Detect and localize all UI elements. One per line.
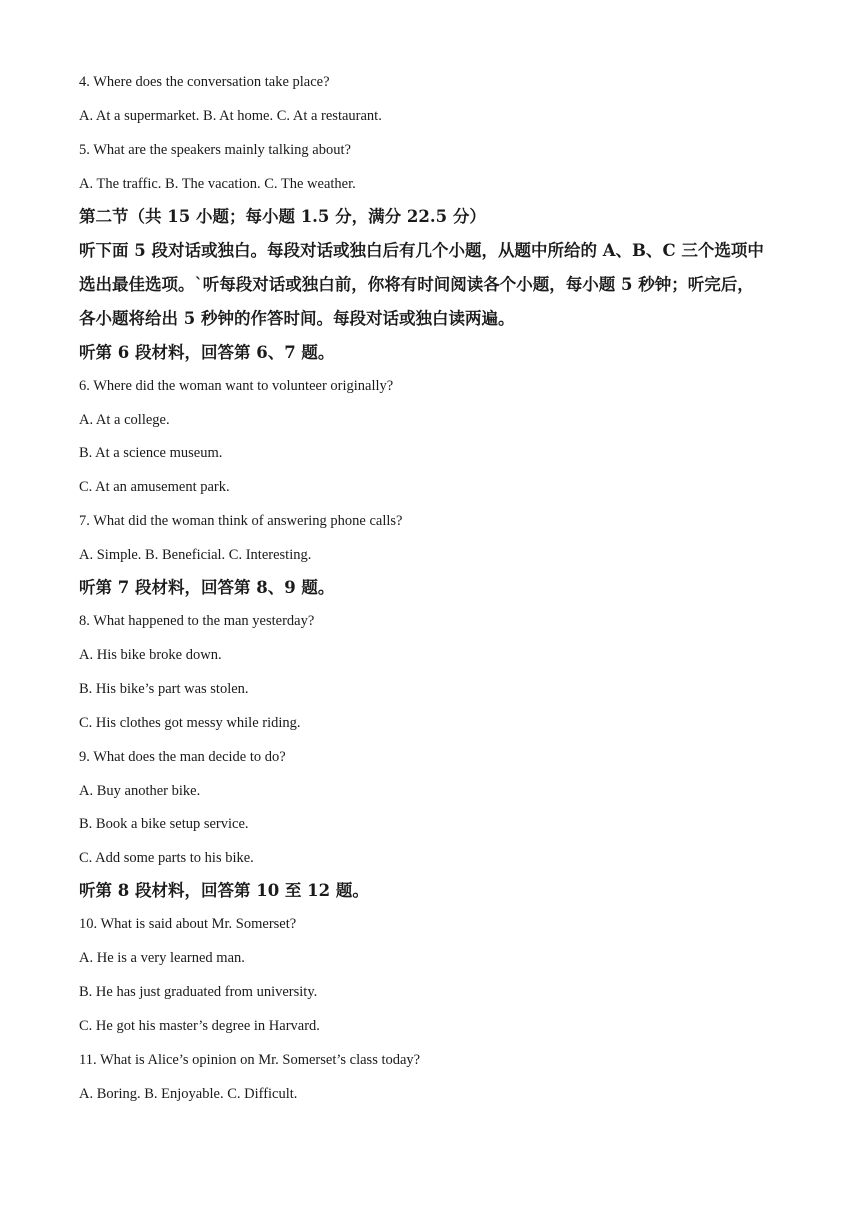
question-9-option-b: B. Book a bike setup service. (79, 816, 249, 833)
question-8-option-c: C. His clothes got messy while riding. (79, 714, 301, 731)
question-5: 5. What are the speakers mainly talking about? (79, 141, 351, 158)
section-2-instructions-line-3: 各小题将给出 5 秒钟的作答时间。每段对话或独白读两遍。 (79, 308, 515, 328)
section-2-title: 第二节（共 15 小题；每小题 1.5 分，满分 22.5 分） (79, 206, 486, 226)
question-9-option-c: C. Add some parts to his bike. (79, 850, 254, 867)
question-11-options: A. Boring. B. Enjoyable. C. Difficult. (79, 1085, 298, 1102)
question-6-option-c: C. At an amusement park. (79, 479, 230, 496)
question-6-option-b: B. At a science museum. (79, 445, 223, 462)
question-10-option-c: C. He got his master’s degree in Harvard. (79, 1018, 320, 1035)
section-2-instructions-line-1: 听下面 5 段对话或独白。每段对话或独白后有几个小题，从题中所给的 A、B、C 三个选项中 (79, 240, 764, 260)
question-6-option-a: A. At a college. (79, 411, 170, 428)
question-7-options: A. Simple. B. Beneficial. C. Interesting. (79, 547, 312, 564)
question-8: 8. What happened to the man yesterday? (79, 613, 315, 630)
question-9-option-a: A. Buy another bike. (79, 782, 201, 799)
question-9: 9. What does the man decide to do? (79, 748, 286, 765)
question-4-options: A. At a supermarket. B. At home. C. At a restaurant. (79, 107, 382, 124)
question-6: 6. Where did the woman want to volunteer originally? (79, 377, 394, 394)
section-2-instructions-line-2: 选出最佳选项。`听每段对话或独白前，你将有时间阅读各个小题，每小题 5 秒钟；听完后， (79, 274, 754, 294)
document-page (79, 72, 789, 1118)
question-7: 7. What did the woman think of answering phone calls? (79, 513, 403, 530)
passage-6-heading: 听第 6 段材料，回答第 6、7 题。 (79, 342, 335, 362)
question-5-options: A. The traffic. B. The vacation. C. The weather. (79, 175, 356, 192)
question-10-option-b: B. He has just graduated from university. (79, 984, 318, 1001)
question-11: 11. What is Alice’s opinion on Mr. Somerset’s class today? (79, 1051, 421, 1068)
question-8-option-b: B. His bike’s part was stolen. (79, 680, 249, 697)
question-8-option-a: A. His bike broke down. (79, 647, 222, 664)
passage-8-heading: 听第 8 段材料，回答第 10 至 12 题。 (79, 881, 369, 901)
question-10: 10. What is said about Mr. Somerset? (79, 916, 297, 933)
question-10-option-a: A. He is a very learned man. (79, 950, 245, 967)
passage-7-heading: 听第 7 段材料，回答第 8、9 题。 (79, 578, 335, 598)
question-4: 4. Where does the conversation take place? (79, 74, 330, 90)
